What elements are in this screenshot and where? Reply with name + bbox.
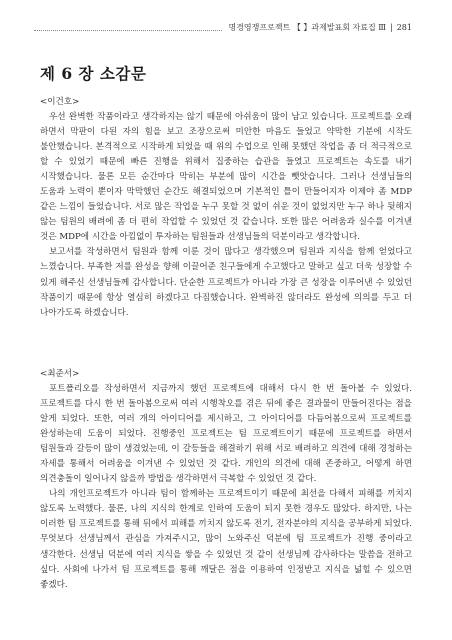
page-number: 281 [396,22,412,32]
paragraph: 보고서를 작성하면서 팀원과 함께 이룬 것이 많다고 생각했으며 팀원과 지식을 함께 얻었다고 느꼈습니다. 부족한 저를 완성을 향해 이끌어준 친구들에게 수고했다고 말하고 싶고 더욱 성장할 수 있게 해주신 선생님들께 감사합니다. 단순한 프로젝트가 아니라 가장 큰 성장을 이루어낸 수 있었던 작품이기 때문에 항상 열심히 하겠다고 다짐했습니다. 완벽하진 않더라도 완성에 의의를 두고 더 나아가도록 하겠습니다. [40,247,412,318]
chapter-title: 제 6 장 소감문 [40,64,147,83]
reflection-section-1 [40,95,412,321]
header-separator: | [390,22,393,32]
paragraph: 우선 완벽한 작품이라고 생각하지는 않기 때문에 아쉬움이 많이 남고 있습니다. 프로젝트를 오래 하면서 막판이 다된 자의 힘을 보고 조장으로써 미안한 마음도 들었고 약막한 기분에 시작도 불안했습니다. 본격적으로 시작하게 되었을 때 위의 수업으로 인해 못했던 작업을 좀 더 적극적으로 할 수 있었기 때문에 빠른 진행을 위해서 집중하는 습관을 들였고 프로젝트는 속도를 내기 시작했습니다. 물론 모든 순간마다 막히는 부분에 많이 시간을 뺏앗습니다. 그러나 선생님들의 도움과 노력이 뿐이자 막막했던 순간도 해결되었으며 기본적인 틀이 만들어지자 이제야 좀 MDP 같은 느낌이 들었습니다. 서로 많은 작업을 누구 못할 것 없이 쉬운 것이 없었지만 누구 하나 뒷해지 않는 팀원의 배려에 좀 더 편히 작업할 수 있었던 것 같습니다. 또한 많은 어려움과 실수를 이겨낸 것은 MDP에 시간을 아낌없이 투자하는 팀원들과 선생님들의 덕분이라고 생각합니다. [40,112,412,243]
author-name: <이건호> [40,97,80,107]
page-header [34,20,412,34]
paragraph: 나의 개인프로젝트가 아니라 팀이 함께하는 프로젝트이기 때문에 최선을 다해서 피해를 끼치지 않도록 노력했다. 물론, 나의 지식의 한계로 인하여 도움이 되지 못한 경우도 많았다. 하지만, 나는 이러한 팀 프로젝트를 통해 뒤에서 피해를 끼치지 않도록 전기, 전자분야의 지식을 공부하게 되었다. 무엇보다 선생님께서 관심을 가져주시고, 많이 노와주신 덕분에 팀 프로젝트가 진행 중이라고 생각한다. 선생님 덕분에 여러 지식을 쌓을 수 있었던 것 같이 선생님께 감사하다는 말씀을 전하고 싶다. 사회에 나가서 팀 프로젝트를 통해 깨달은 점을 이용하여 인정받고 지식을 넓힐 수 있으면 좋겠다. [40,489,412,590]
author-name: <최준서> [40,369,80,379]
header-title: 명경영쟁프로젝트 【 】과제발표회 자료집 Ⅲ [228,22,387,32]
paragraph: 포트폴리오를 작성하면서 지금까지 했던 프로젝트에 대해서 다시 한 번 돌아볼 수 있었다. 프로젝트를 다시 한 번 돌아봄으로써 여러 시행착오를 겪은 뒤에 좋은 결과물이 만들어진다는 점을 알게 되었다. 또한, 여러 개의 아이디어를 제시하고, 그 아이디어를 다듬어봄으로써 프로젝트를 완성하는데 도움이 되었다. 진행중인 프로젝트는 팀 프로젝트이기 때문에 프로젝트를 하면서 팀원들과 갈등이 많이 생겼었는데, 이 갈등들을 해결하기 위해 서로 배려하고 의견에 대해 경청하는 자세를 통해서 어려움을 이겨낸 수 있었던 것 같다. 개인의 의견에 대해 존중하고, 어떻게 하면 의견충돌이 일어나지 않을까 방법을 생각하면서 극복할 수 있었던 것 같다. [40,384,412,485]
header-dotted-rule [34,23,222,31]
reflection-section-2 [40,367,412,593]
